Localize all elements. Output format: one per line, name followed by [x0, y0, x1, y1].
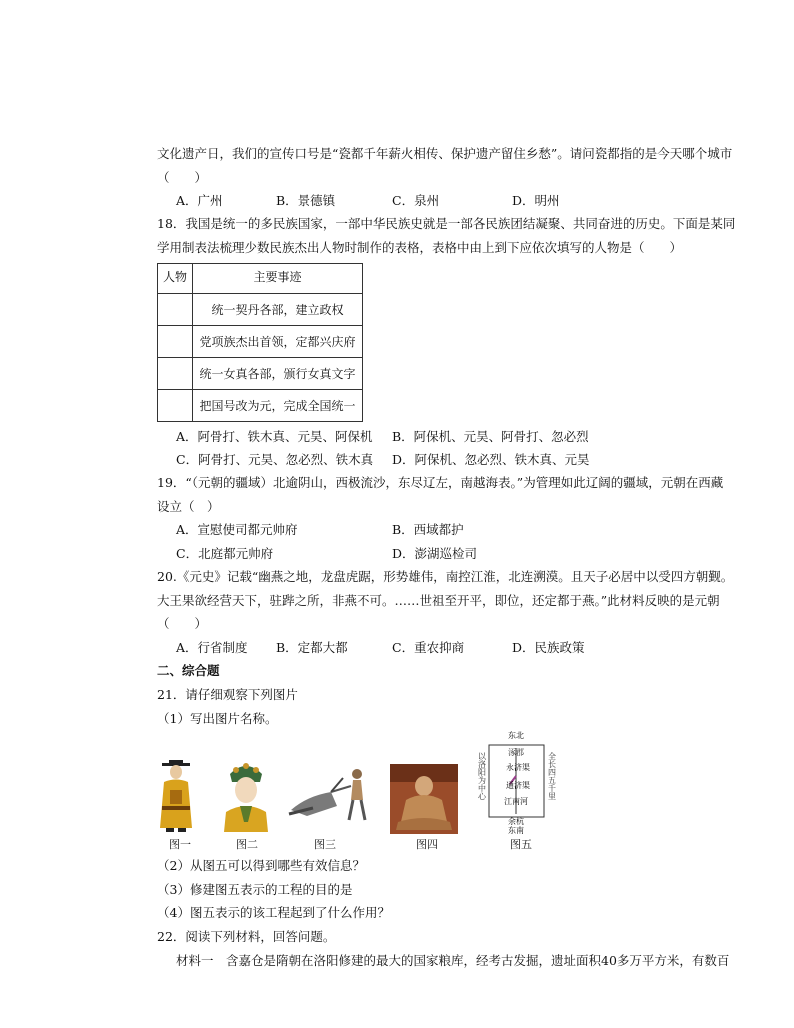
q19-option-a: A．宣慰使司都元帅府: [176, 522, 298, 537]
q17-line1: 文化遗产日，我们的宣传口号是“瓷都千年薪火相传、保护遗产留住乡愁”。请问瓷都指的是今天哪个城市: [157, 146, 733, 161]
table-header-deeds: 主要事迹: [193, 264, 363, 294]
q20-option-c: C．重农抑商: [392, 640, 465, 655]
q21-sub3: （3）修建图五表示的工程的目的是: [157, 882, 353, 897]
figure-4-image: [390, 764, 458, 834]
table-cell-person: [158, 326, 193, 358]
q18-option-d: D．阿保机、忽必烈、铁木真、元昊: [392, 452, 590, 467]
table-row: 把国号改为元，完成全国统一: [193, 390, 363, 422]
q19-option-b: B．西域都护: [392, 522, 464, 537]
figure-4-label: 图四: [416, 838, 438, 851]
table-header-person: 人物: [158, 264, 193, 294]
q19-option-c: C．北庭都元帅府: [176, 546, 274, 561]
q17-line2: （ ）: [157, 170, 208, 185]
figure-2-image: [220, 760, 272, 832]
q20-line2: 大王果欲经营天下，驻跸之所，非燕不可。……世祖至开平，即位，还定都于燕。”此材料反映的是元朝: [157, 593, 720, 608]
q21-line1: 21．请仔细观察下列图片: [157, 687, 298, 702]
canal-zhuojun-label: 涿郡: [508, 748, 524, 757]
canal-yongjiqu-label: 永济渠: [506, 763, 530, 772]
q20-option-a: A．行省制度: [176, 640, 248, 655]
figure-2-label: 图二: [236, 838, 258, 851]
q17-option-a: A．广州: [176, 193, 223, 208]
figure-5-diagram: [474, 730, 570, 834]
q18-line2: 学用制表法梳理少数民族杰出人物时制作的表格，表格中由上到下应依次填写的人物是（ ）: [157, 240, 683, 255]
q21-sub2: （2）从图五可以得到哪些有效信息？: [157, 858, 365, 873]
q18-option-c: C．阿骨打、元昊、忽必烈、铁木真: [176, 452, 374, 467]
q22-material: 材料一 含嘉仓是隋朝在洛阳修建的最大的国家粮库，经考古发掘，遗址面积40多万平方米，有数百: [176, 953, 730, 968]
q20-option-b: B．定都大都: [276, 640, 348, 655]
q22-line1: 22．阅读下列材料，回答问题。: [157, 929, 336, 944]
q18-option-a: A．阿骨打、铁木真、元昊、阿保机: [176, 429, 373, 444]
q19-line1: 19．“（元朝的疆域）北逾阴山，西极流沙，东尽辽左，南越海表。”为管理如此辽阔的疆域，元朝在西藏: [157, 475, 724, 490]
figure-5-label: 图五: [510, 838, 532, 851]
q20-line1: 20.《元史》记载“幽燕之地，龙盘虎踞，形势雄伟，南控江淮，北连溯漠。且天子必居中以受四方朝觐。: [157, 569, 734, 584]
table-row: 统一契丹各部，建立政权: [193, 294, 363, 326]
q19-option-d: D．澎湖巡检司: [392, 546, 478, 561]
figure-3-label: 图三: [314, 838, 336, 851]
table-row: 党项族杰出首领，定都兴庆府: [193, 326, 363, 358]
canal-tongjiqu-label: 通济渠: [506, 781, 530, 790]
canal-southeast-label: 东南: [508, 826, 524, 834]
canal-northeast-label: 东北: [508, 731, 524, 740]
figure-3-image: [287, 766, 373, 824]
q21-sub1: （1）写出图片名称。: [157, 711, 278, 726]
table-row: 统一女真各部，颁行女真文字: [193, 358, 363, 390]
q17-option-b: B．景德镇: [276, 193, 336, 208]
q17-option-d: D．明州: [512, 193, 560, 208]
q18-line1: 18．我国是统一的多民族国家，一部中华民族史就是一部各民族团结凝聚、共同奋进的历史。下面是某同: [157, 216, 736, 231]
canal-left-label: 以洛阳为中心: [477, 752, 487, 800]
q20-option-d: D．民族政策: [512, 640, 585, 655]
q19-line2: 设立（ ）: [157, 499, 220, 514]
table-cell-person: [158, 390, 193, 422]
canal-jiangnanhe-label: 江南河: [504, 797, 528, 806]
figure-1-label: 图一: [169, 838, 191, 851]
table-cell-person: [158, 294, 193, 326]
q20-line3: （ ）: [157, 616, 208, 631]
canal-yuhang-label: 余杭: [508, 817, 524, 826]
figures-table: [157, 263, 363, 422]
q18-option-b: B．阿保机、元昊、阿骨打、忽必烈: [392, 429, 589, 444]
q17-option-c: C．泉州: [392, 193, 440, 208]
q21-sub4: （4）图五表示的该工程起到了什么作用？: [157, 905, 390, 920]
figure-1-image: [156, 760, 196, 832]
section-heading: 二、综合题: [157, 663, 220, 678]
canal-right-label: 全长四五千里: [547, 752, 557, 800]
table-cell-person: [158, 358, 193, 390]
